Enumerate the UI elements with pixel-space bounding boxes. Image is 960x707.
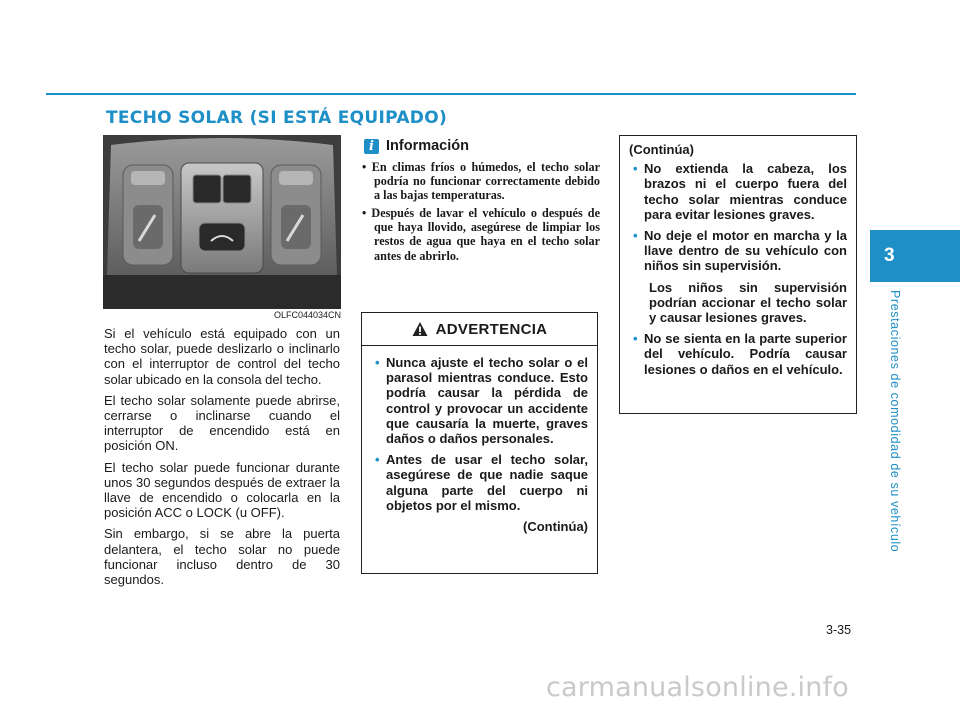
info-bullet: • (362, 160, 367, 174)
warning-bullet: • (375, 452, 380, 468)
warning-bullet: • (633, 228, 638, 244)
warning-item-text: Antes de usar el techo solar, asegúrese de que nadie saque alguna parte del cuerpo ni objetos por el mismo. (386, 452, 588, 513)
warning-bullet: • (375, 355, 380, 370)
sunroof-console-illustration (103, 135, 341, 321)
info-item (362, 160, 600, 202)
body-paragraph: Sin embargo, si se abre la puerta delantera, el techo solar no puede funcionar incluso dentro de 30 segundos. (104, 526, 340, 588)
warning-continued-box (619, 135, 857, 414)
warning-item (634, 331, 847, 377)
body-paragraph: El techo solar solamente puede abrirse, cerrarse o inclinarse cuando el interruptor de encendido está en posición ON. (104, 392, 340, 454)
warning-item (634, 161, 847, 222)
top-rule (46, 93, 856, 95)
page-number: 3-35 (826, 623, 852, 637)
warning-header (362, 313, 597, 346)
info-header (364, 138, 469, 154)
section-title: TECHO SOLAR (SI ESTÁ EQUIPADO) (106, 108, 448, 128)
continues-label: (Continúa) (523, 519, 588, 535)
warning-bullet: • (633, 331, 638, 347)
warning-continued-list (629, 161, 847, 377)
warning-item (376, 452, 588, 513)
warning-item-text: No deje el motor en marcha y la llave dentro de su vehículo con niños sin supervisión. (644, 228, 847, 274)
sunroof-console-photo (103, 135, 341, 321)
watermark: carmanualsonline.info (546, 672, 849, 703)
warning-item (634, 228, 847, 274)
warning-item-text: Nunca ajuste el techo solar o el parasol mientras conduce. Esto podría causar la pérdida de control y provocar un accidente que causaría la muerte, graves daños o daños personales. (386, 355, 588, 447)
continued-label: (Continúa) (629, 142, 694, 157)
warning-item-text: No extienda la cabeza, los brazos ni el cuerpo fuera del techo solar mientras conduce para evitar lesiones graves. (644, 161, 847, 222)
warning-item (376, 355, 588, 446)
info-list (362, 160, 600, 267)
chapter-side-title: Prestaciones de comodidad de su vehículo (888, 290, 902, 553)
info-item-text: En climas fríos o húmedos, el techo solar podría no funcionar correctamente debido a las bajas temperaturas. (371, 160, 600, 203)
body-paragraph: El techo solar puede funcionar durante unos 30 segundos después de extraer la llave de encendido o colocarla en la posición ACC o LOCK (u OFF). (104, 459, 340, 521)
warning-item-text: No se sienta en la parte superior del vehículo. Podría causar lesiones o daños en el vehículo. (644, 331, 847, 377)
body-paragraph: Si el vehículo está equipado con un techo solar, puede deslizarlo o inclinarlo con el interruptor de control del techo solar ubicado en la consola del techo. (104, 326, 340, 387)
info-icon: i (364, 139, 379, 154)
warning-box (361, 312, 598, 574)
warning-paragraph (634, 280, 847, 326)
info-item (362, 206, 600, 262)
info-bullet: • (362, 206, 367, 221)
chapter-tab: 3 (870, 230, 960, 282)
body-text (104, 326, 340, 593)
info-title: Información (386, 138, 469, 154)
warning-title: ADVERTENCIA (435, 320, 548, 338)
warning-list (362, 346, 597, 513)
warning-paragraph-text: Los niños sin supervisión podrían accionar el techo solar y causar lesiones graves. (649, 279, 847, 326)
photo-caption: OLFC044034CN (103, 309, 341, 322)
warning-bullet: • (633, 161, 638, 177)
info-item-text: Después de lavar el vehículo o después de que haya llovido, asegúrese de limpiar los restos de agua que haya en el techo solar antes de abrirlo. (371, 206, 600, 263)
warning-triangle-icon (412, 321, 428, 337)
